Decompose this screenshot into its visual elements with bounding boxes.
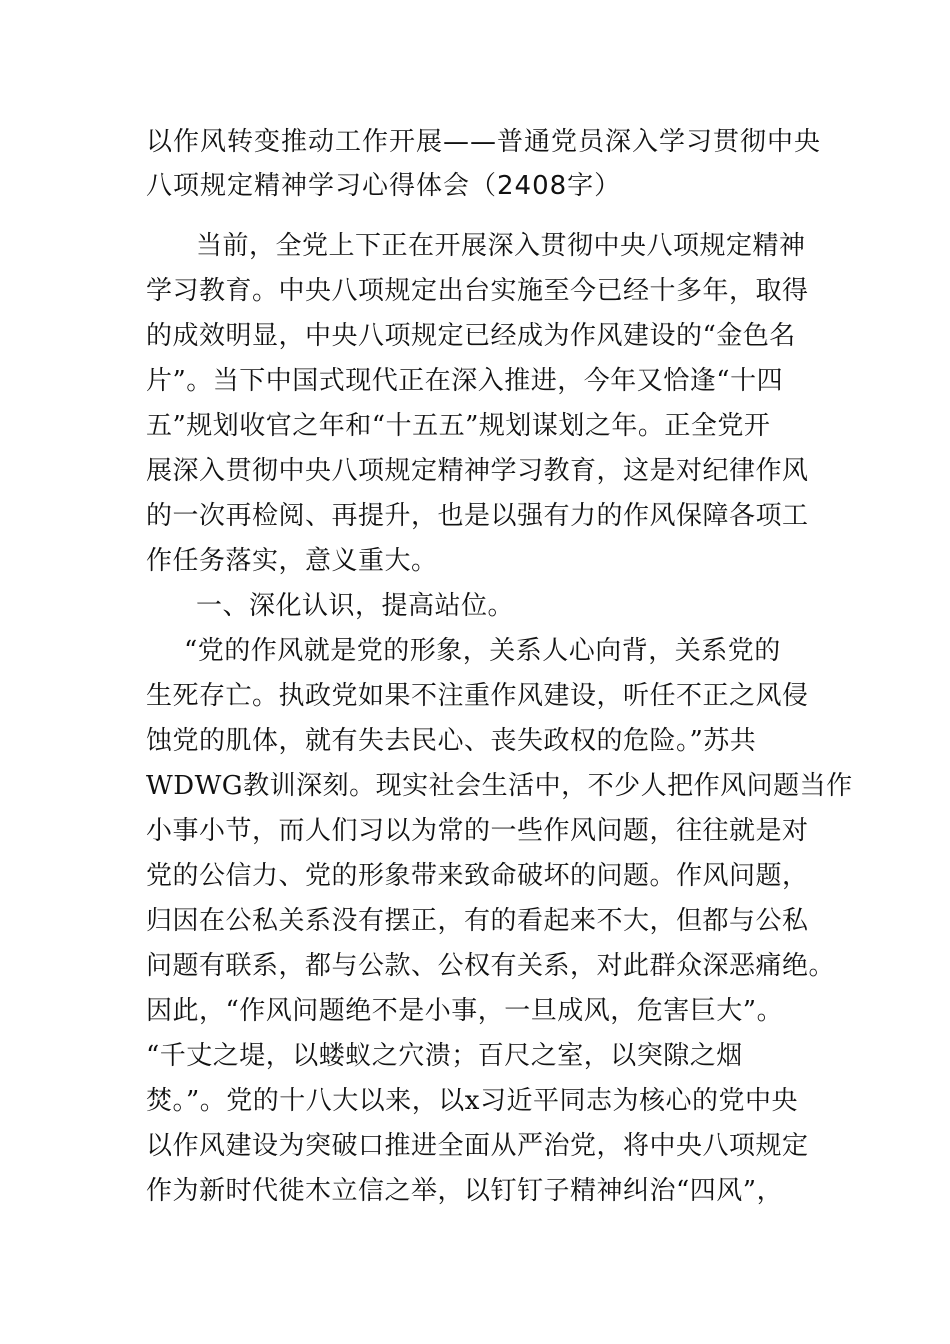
- title-line-2: 八项规定精神学习心得体会（2408字）: [146, 171, 622, 201]
- paragraph-line: 的一次再检阅、再提升，也是以强有力的作风保障各项工: [146, 501, 809, 531]
- paragraph-line: 归因在公私关系没有摆正，有的看起来不大，但都与公私: [146, 906, 809, 936]
- paragraph-line: 作任务落实，意义重大。: [146, 546, 438, 576]
- paragraph-line: “千丈之堤，以蝼蚁之穴溃；百尺之室，以突隙之烟: [146, 1041, 743, 1071]
- paragraph-line: 焚。”。党的十八大以来，以x习近平同志为核心的党中央: [146, 1086, 798, 1116]
- section-heading: 一、深化认识，提高站位。: [196, 591, 515, 621]
- paragraph-line: 五”规划收官之年和“十五五”规划谋划之年。正全党开: [146, 411, 771, 441]
- paragraph-line: 党的公信力、党的形象带来致命破坏的问题。作风问题，: [146, 861, 809, 891]
- paragraph-line: 的成效明显，中央八项规定已经成为作风建设的“金色名: [146, 321, 796, 351]
- paragraph-line: 学习教育。中央八项规定出台实施至今已经十多年，取得: [146, 276, 809, 306]
- paragraph-line: “党的作风就是党的形象，关系人心向背，关系党的: [184, 636, 781, 666]
- paragraph-line: 小事小节，而人们习以为常的一些作风问题，往往就是对: [146, 816, 809, 846]
- paragraph-line: 作为新时代徙木立信之举，以钉钉子精神纠治“四风”，: [146, 1176, 784, 1206]
- paragraph-line: 片”。当下中国式现代正在深入推进，今年又恰逢“十四: [146, 366, 784, 396]
- paragraph-line: 因此，“作风问题绝不是小事，一旦成风，危害巨大”。: [146, 996, 784, 1026]
- paragraph-line: 生死存亡。执政党如果不注重作风建设，听任不正之风侵: [146, 681, 809, 711]
- title-line-1: 以作风转变推动工作开展——普通党员深入学习贯彻中央: [146, 127, 822, 157]
- paragraph-line: WDWG教训深刻。现实社会生活中，不少人把作风问题当作: [146, 771, 853, 801]
- paragraph-line: 问题有联系，都与公款、公权有关系，对此群众深恶痛绝。: [146, 951, 836, 981]
- paragraph-line: 蚀党的肌体，就有失去民心、丧失政权的危险。”苏共: [146, 726, 757, 756]
- paragraph-line: 以作风建设为突破口推进全面从严治党，将中央八项规定: [146, 1131, 809, 1161]
- paragraph-line: 当前，全党上下正在开展深入贯彻中央八项规定精神: [196, 231, 806, 261]
- paragraph-line: 展深入贯彻中央八项规定精神学习教育，这是对纪律作风: [146, 456, 809, 486]
